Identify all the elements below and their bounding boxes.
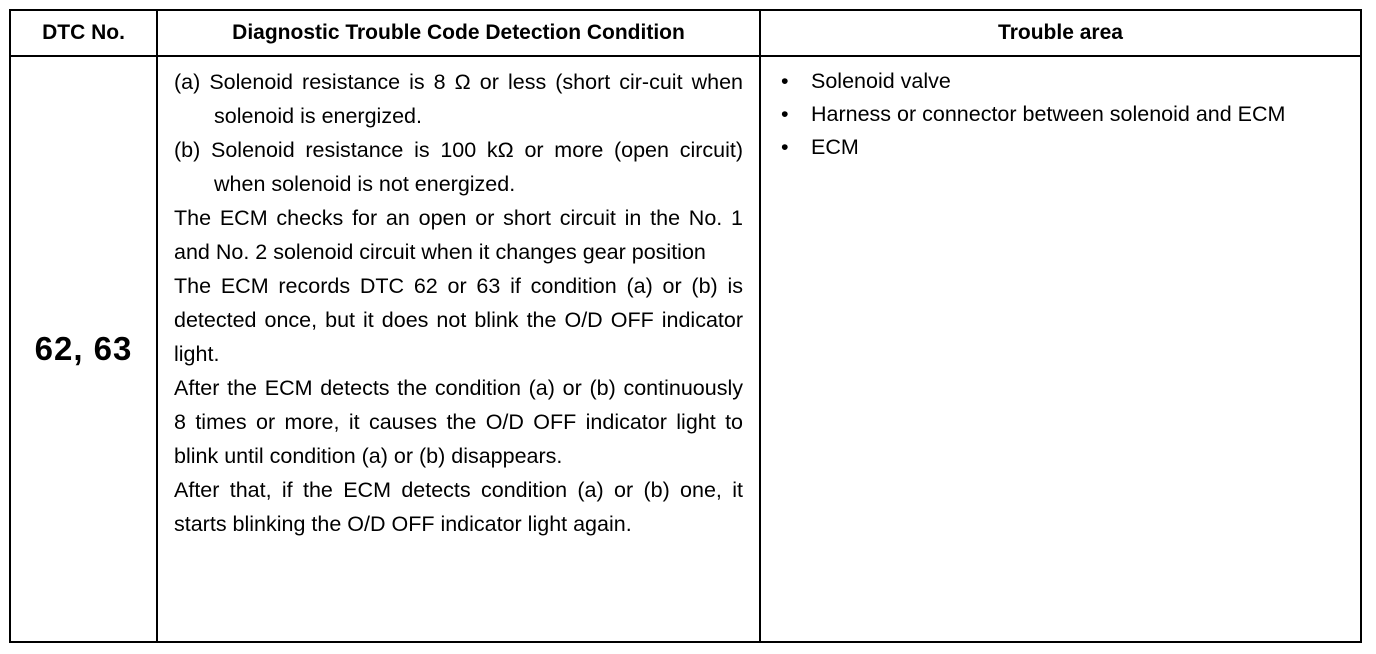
trouble-area-text: Solenoid valve <box>811 69 951 93</box>
detection-condition-cell <box>157 56 760 642</box>
trouble-area-item <box>775 98 1346 131</box>
condition-item-b: (b) Solenoid resistance is 100 kΩ or more (open circuit) when solenoid is not energized. <box>174 138 743 196</box>
dtc-table <box>9 9 1362 643</box>
trouble-area-item <box>775 65 1346 98</box>
header-dtc-no: DTC No. <box>10 10 157 56</box>
bullet-icon: • <box>781 135 789 159</box>
condition-paragraph: The ECM checks for an open or short circuit in the No. 1 and No. 2 solenoid circuit when it changes gear position <box>174 206 743 264</box>
trouble-area-item <box>775 131 1346 164</box>
table-row <box>10 56 1361 642</box>
header-trouble-area: Trouble area <box>760 10 1361 56</box>
condition-paragraph: After that, if the ECM detects condition (a) or (b) one, it starts blinking the O/D OFF indicator light again. <box>174 478 743 536</box>
condition-paragraph: After the ECM detects the condition (a) or (b) continuously 8 times or more, it causes the O/D OFF indicator light to blink until condition (a) or (b) disappears. <box>174 376 743 468</box>
dtc-code-cell: 62, 63 <box>10 56 157 642</box>
header-detection-condition: Diagnostic Trouble Code Detection Condition <box>157 10 760 56</box>
bullet-icon: • <box>781 102 789 126</box>
trouble-area-text: ECM <box>811 135 859 159</box>
header-row <box>10 10 1361 56</box>
trouble-area-list <box>775 65 1346 164</box>
condition-item-a: (a) Solenoid resistance is 8 Ω or less (short cir-cuit when solenoid is energized. <box>174 70 743 128</box>
bullet-icon: • <box>781 69 789 93</box>
condition-paragraph: The ECM records DTC 62 or 63 if condition (a) or (b) is detected once, but it does not blink the O/D OFF indicator light. <box>174 274 743 366</box>
trouble-area-cell <box>760 56 1361 642</box>
trouble-area-text: Harness or connector between solenoid and ECM <box>811 102 1286 126</box>
